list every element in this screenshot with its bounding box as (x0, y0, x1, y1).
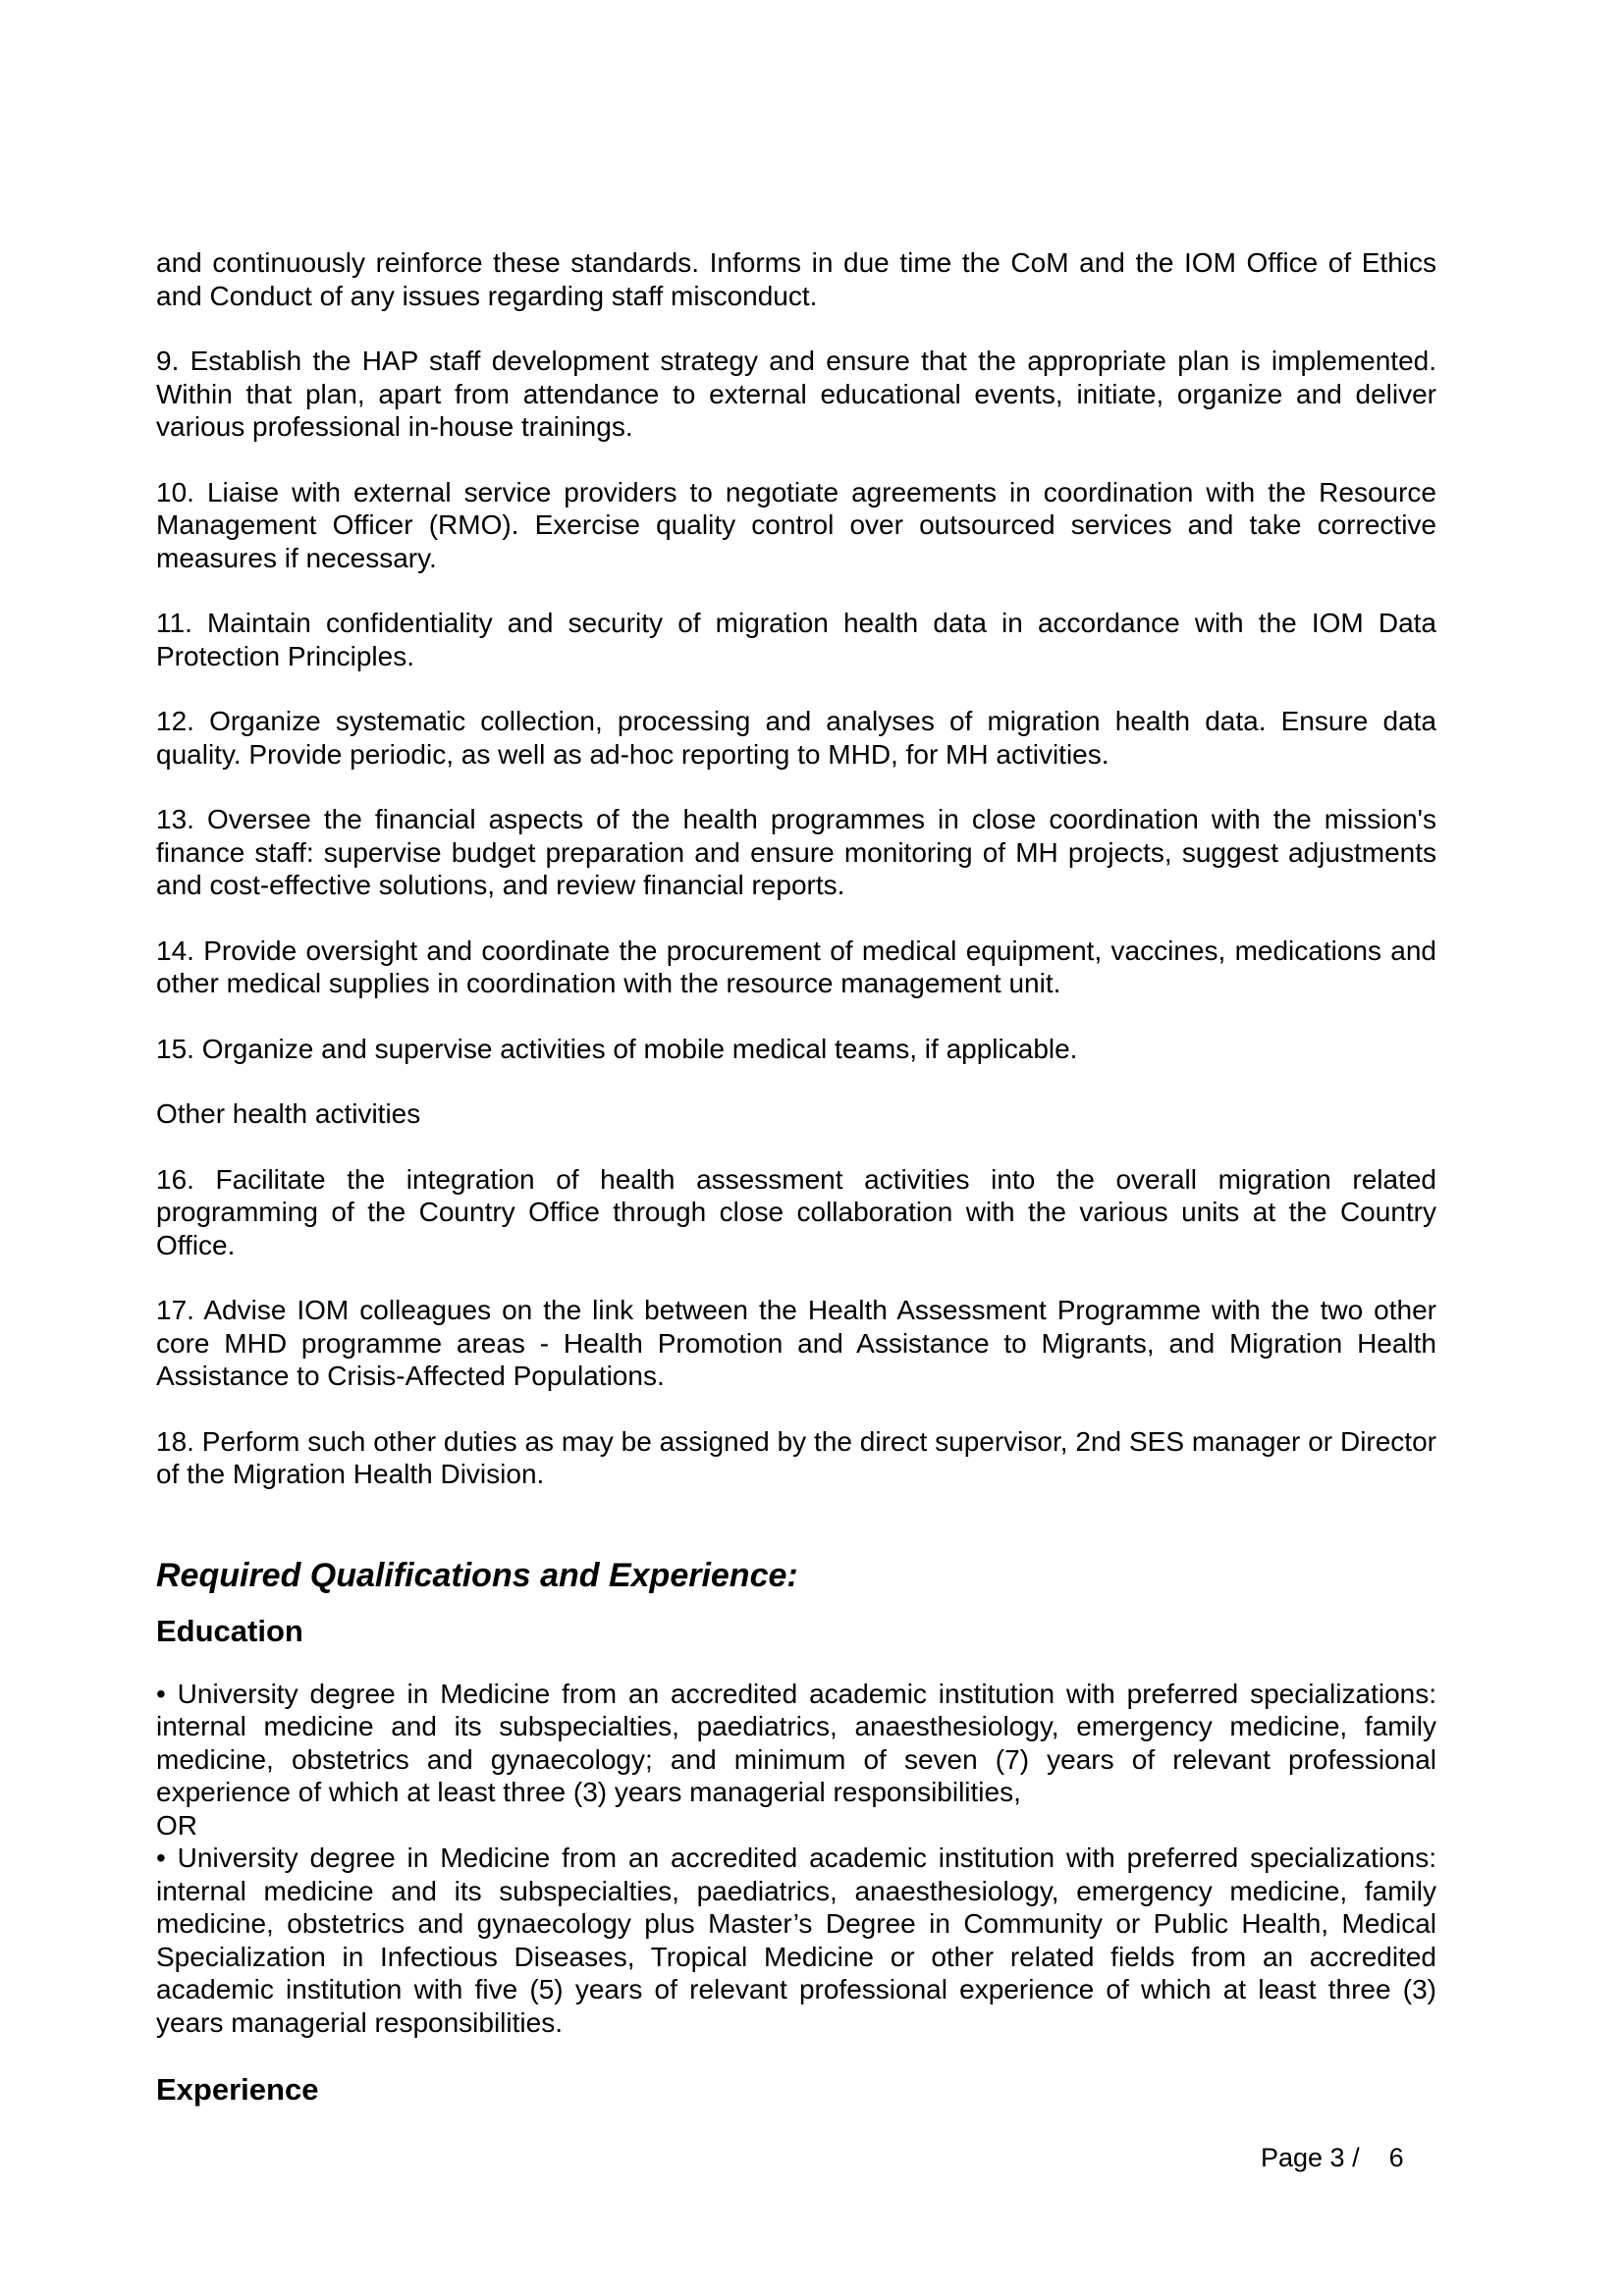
page-number: Page 3 / 6 (1261, 2143, 1404, 2172)
experience-heading: Experience (156, 2072, 319, 2107)
education-or-separator: OR (156, 1809, 197, 1841)
paragraph-item-14: 14. Provide oversight and coordinate the procurement of medical equipment, vaccines, medications and other medical supplies in coordination with the resource management unit. (156, 934, 1436, 998)
paragraph-item-10: 10. Liaise with external service providers to negotiate agreements in coordination with the Resource Management Officer (RMO). Exercise quality control over outsourced services and take corrective measures if necessary. (156, 476, 1436, 573)
paragraph-other-health-activities: Other health activities (156, 1098, 421, 1129)
paragraph-item-12: 12. Organize systematic collection, processing and analyses of migration health data. Ensure data quality. Provide periodic, as well as ad-hoc reporting to MHD, for MH activities. (156, 706, 1436, 770)
education-option-2: • University degree in Medicine from an accredited academic institution with preferred specializations: internal medicine and its subspecialties, paediatrics, anaesthesiology, emergency medicine, family medicine, obstetrics and gynaecology plus Master’s Degree in Community or Public Health, Medical Specialization in Infectious Diseases, Tropical Medicine or other related fields from an accredited academic institution with five (5) years of relevant professional experience of which at least three (3) years managerial responsibilities. (156, 1842, 1436, 2038)
qualifications-heading: Required Qualifications and Experience: (156, 1556, 798, 1594)
paragraph-item-18: 18. Perform such other duties as may be assigned by the direct supervisor, 2nd SES manager or Director of the Migration Health Division. (156, 1425, 1436, 1489)
paragraph-ethics-continuation: and continuously reinforce these standards. Informs in due time the CoM and the IOM Office of Ethics and Conduct of any issues regarding staff misconduct. (156, 247, 1436, 311)
paragraph-item-16: 16. Facilitate the integration of health assessment activities into the overall migration related programming of the Country Office through close collaboration with the various units at the Country Office. (156, 1163, 1436, 1260)
paragraph-item-13: 13. Oversee the financial aspects of the health programmes in close coordination with the mission's finance staff: supervise budget preparation and ensure monitoring of MH projects, suggest adjustments and cost-effective solutions, and review financial reports. (156, 804, 1436, 900)
paragraph-item-17: 17. Advise IOM colleagues on the link between the Health Assessment Programme with the two other core MHD programme areas - Health Promotion and Assistance to Migrants, and Migration Health Assistance to Crisis-Affected Populations. (156, 1295, 1436, 1391)
document-body (156, 246, 1436, 2136)
paragraph-item-9: 9. Establish the HAP staff development strategy and ensure that the appropriate plan is implemented. Within that plan, apart from attendance to external educational events, initiate, organize and deliver various professional in-house trainings. (156, 346, 1436, 442)
education-heading: Education (156, 1613, 303, 1648)
paragraph-item-15: 15. Organize and supervise activities of mobile medical teams, if applicable. (156, 1033, 1078, 1064)
education-option-1: • University degree in Medicine from an accredited academic institution with preferred specializations: internal medicine and its subspecialties, paediatrics, anaesthesiology, emergency medicine, family medicine, obstetrics and gynaecology; and minimum of seven (7) years of relevant professional experience of which at least three (3) years managerial responsibilities, (156, 1678, 1436, 1807)
paragraph-item-11: 11. Maintain confidentiality and security of migration health data in accordance with the IOM Data Protection Principles. (156, 608, 1436, 671)
